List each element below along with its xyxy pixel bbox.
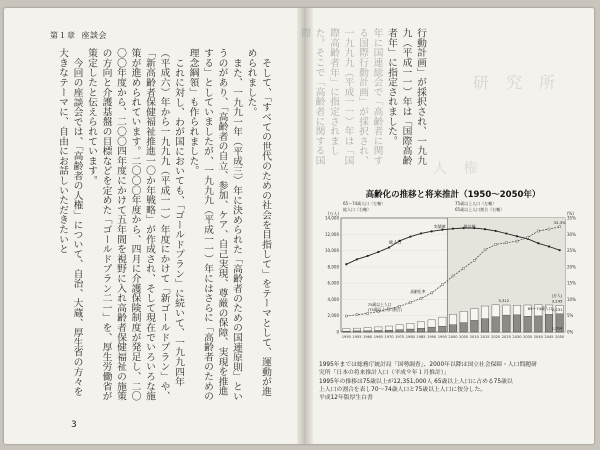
x-tick-label: 1955 — [352, 335, 362, 339]
aging-chart — [319, 188, 587, 358]
aging-rate-point — [495, 243, 497, 245]
annotation-actual: 実績値 — [433, 224, 446, 229]
note-line: 究所「日本の将来推計人口（平成９年１月推計）」 — [319, 370, 450, 377]
x-tick-label: 1970 — [384, 335, 394, 339]
bleed-through-text: 研 究 所 — [473, 73, 562, 92]
left-page — [4, 8, 297, 444]
right-tick-label: 0% — [567, 329, 574, 335]
bar-75plus — [524, 316, 531, 332]
chart-notes — [319, 361, 589, 402]
value-label: (万人) — [551, 292, 563, 298]
annotation-total: 総人口 — [389, 239, 402, 245]
bar-75plus — [407, 329, 414, 332]
aging-rate-point — [452, 275, 454, 277]
x-tick-label: 1965 — [373, 335, 383, 339]
left-tick-label: 12,000 — [325, 231, 339, 237]
bar-75plus — [513, 315, 520, 332]
note-line: 1995年の推移は75歳以上が12,351,000人 65歳以上人口に占める75歳以 — [319, 378, 513, 385]
x-tick-label: 1985 — [416, 335, 426, 339]
bar-75plus — [439, 326, 446, 332]
total-population-point — [367, 255, 369, 257]
bar-75plus — [492, 317, 499, 332]
bar-75plus — [503, 315, 510, 332]
left-tick-label: 10,000 — [325, 248, 339, 254]
value-label: 1,014 — [551, 325, 563, 331]
bar-75plus — [471, 320, 478, 332]
aging-rate-point — [505, 242, 507, 244]
left-body-text — [57, 48, 272, 404]
annotation-75plus: 75歳以上人口 — [367, 301, 392, 307]
annotation-aging-rate: 高齢化率 — [410, 288, 426, 294]
chart-title: 高齢化の推移と将来推計（1950〜2050年） — [365, 190, 541, 200]
left-tick-label: 14,000 — [325, 215, 339, 221]
right-page — [299, 8, 594, 444]
aging-rate-point — [463, 267, 465, 269]
aging-rate-point — [527, 237, 529, 239]
x-tick-label: 2010 — [469, 335, 479, 339]
x-tick-label: 1995 — [437, 335, 447, 339]
right-column-text — [299, 28, 427, 170]
right-tick-label: 15% — [567, 280, 576, 286]
paragraph: 年に国連総会で「高齢者に関する国際行動計画」が採択され、一九九九（平成一一）年は「国際高齢者年」に指定されました。そこで「高齢者に関する国際 — [299, 28, 383, 166]
x-tick-label: 2030 — [512, 335, 522, 339]
note-line: 上人口の割合を表し70〜74歳人口と75歳以上人口に按分した。 — [319, 386, 487, 393]
total-population-point — [484, 228, 486, 230]
paragraph: そして、「すべての世代のための社会を目指して」をテーマとして、運動が進められました。 — [245, 48, 271, 396]
total-population-point — [345, 263, 347, 265]
bar-75plus — [364, 331, 371, 332]
aging-rate-point — [473, 259, 475, 261]
total-population-point — [516, 235, 518, 237]
annotation-65-74: 65〜74歳人口 — [527, 306, 553, 312]
left-tick-label: 6,000 — [327, 280, 339, 286]
value-label: 3,245 — [551, 298, 563, 304]
annotation-75plus-share: (75歳以上人口割合) — [367, 306, 403, 312]
bar-75plus — [417, 328, 424, 332]
value-label: 2,231 — [551, 306, 563, 312]
total-population-point — [420, 232, 422, 234]
book-spread — [4, 8, 594, 444]
right-axis-unit: (%) — [567, 211, 574, 216]
total-population-point — [356, 258, 358, 260]
bleed-through-text: 人 権 — [433, 161, 484, 177]
total-population-point — [388, 246, 390, 248]
total-population-point — [559, 249, 561, 251]
aging-rate-point — [537, 230, 539, 232]
aging-rate-point — [484, 249, 486, 251]
bar-75plus — [481, 319, 488, 332]
aging-rate-point — [420, 297, 422, 299]
left-tick-label: 8,000 — [327, 264, 339, 270]
bar-75plus — [343, 331, 350, 332]
bar-75plus — [385, 330, 392, 332]
total-population-point — [505, 232, 507, 234]
aging-rate-point — [431, 292, 433, 294]
note-line: 平成12年版厚生白書 — [319, 395, 373, 402]
bar-75plus — [535, 316, 542, 332]
paragraph: 今回の座談会では、「高齢者の人権」について、自治、大蔵、厚生省の方々を大きなテーマに、自由にお話しいただきたいと — [57, 48, 83, 396]
value-label: 32.3% — [553, 219, 566, 225]
aging-rate-point — [409, 301, 411, 303]
x-tick-label: 1980 — [405, 335, 415, 339]
chapter-title: 座談会 — [81, 31, 107, 40]
legend-entry: 65〜74歳人口（左軸） — [343, 201, 386, 206]
left-tick-label: 4,000 — [327, 296, 339, 302]
right-tick-label: 20% — [567, 264, 576, 270]
aging-rate-point — [559, 226, 561, 228]
bar-75plus — [449, 325, 456, 332]
left-axis-unit: (万人) — [327, 211, 339, 216]
bar-75plus — [428, 327, 435, 332]
aging-rate-point — [367, 312, 369, 314]
total-population-point — [495, 230, 497, 232]
right-tick-label: 10% — [567, 296, 576, 302]
bar-75plus — [375, 330, 382, 332]
chart-svg — [319, 200, 587, 358]
bar-75plus — [396, 330, 403, 332]
annotation-projected: 推計値 — [463, 224, 476, 229]
x-tick-label: 1990 — [427, 335, 437, 339]
right-tick-label: 5% — [567, 313, 574, 319]
aging-rate-point — [441, 284, 443, 286]
chapter-label: 第１章 — [50, 31, 76, 40]
x-tick-label: 2035 — [523, 335, 533, 339]
x-tick-label: 2040 — [533, 335, 543, 339]
bar-75plus — [353, 331, 360, 332]
x-tick-label: 1950 — [341, 335, 351, 339]
bar-75plus — [460, 323, 467, 332]
running-header — [50, 30, 107, 41]
paragraph: また、一九九一年（平成三）年に決められた「高齢者のための国連原則」というのがあり、「高齢者の自立、参加、ケア、自己実現、尊厳の保障、実現を推進する」としていましたが、一九九九（平成一一）年にはさらに「高齢者のための理念綱領」も作られました。 — [187, 48, 242, 401]
left-tick-label: 0 — [336, 329, 339, 335]
x-tick-label: 2045 — [544, 335, 554, 339]
total-population-point — [548, 245, 550, 247]
x-tick-label: 2005 — [459, 335, 469, 339]
right-tick-label: 25% — [567, 248, 576, 254]
total-population-point — [377, 251, 379, 253]
paragraph: 行動計画」が採択され、一九九九（平成一一）年は「国際高齢者年」に指定されました。 — [386, 28, 426, 166]
x-tick-label: 1960 — [363, 335, 373, 339]
x-tick-label: 2000 — [448, 335, 458, 339]
aging-rate-point — [516, 240, 518, 242]
x-tick-label: 2015 — [480, 335, 490, 339]
total-population-point — [452, 228, 454, 230]
left-tick-label: 2,000 — [327, 313, 339, 319]
right-tick-label: 30% — [567, 231, 576, 237]
aging-rate-point — [345, 315, 347, 317]
legend-entry: 75歳以上人口（左軸） — [455, 201, 497, 206]
x-tick-label: 2050 — [555, 335, 565, 339]
x-tick-label: 2020 — [491, 335, 501, 339]
paragraph: これに対し、わが国においても、「ゴールドプラン」に続いて、一九九四年（平成六）年から一九九九（平成一一）年度にかけて「新ゴールドプラン」や、「新高齢者保健福祉推進一〇か年戦略」が作成され、そして現在でいろいろな施策が進められています。二〇〇〇年度から、四月に介護保険制度が発足し、二〇〇〇年度から、二〇〇四年度にかけて五年間を視野に入れ高齢者保健福祉の施策の方向と介護基盤の目標などを定めた「ゴールドプラン二一」を、厚生労働省が策定したと伝えられています。 — [86, 48, 184, 401]
total-population-point — [431, 230, 433, 232]
aging-rate-point — [356, 314, 358, 316]
legend-entry: 65歳以上人口割合（右軸） — [455, 207, 505, 212]
total-population-point — [409, 236, 411, 238]
value-label: 3,312 — [498, 298, 510, 304]
x-tick-label: 2025 — [501, 335, 511, 339]
aging-rate-point — [548, 228, 550, 230]
x-tick-label: 1975 — [395, 335, 405, 339]
right-tick-label: 35% — [567, 215, 576, 221]
legend-entry: 総人口（右軸） — [343, 207, 371, 212]
page-number: 3 — [71, 420, 77, 430]
total-population-point — [537, 242, 539, 244]
note-line: 1995年までは総務庁統計局「国勢調査」、2000年以降は国立社会保障・人口問題研 — [319, 362, 537, 368]
